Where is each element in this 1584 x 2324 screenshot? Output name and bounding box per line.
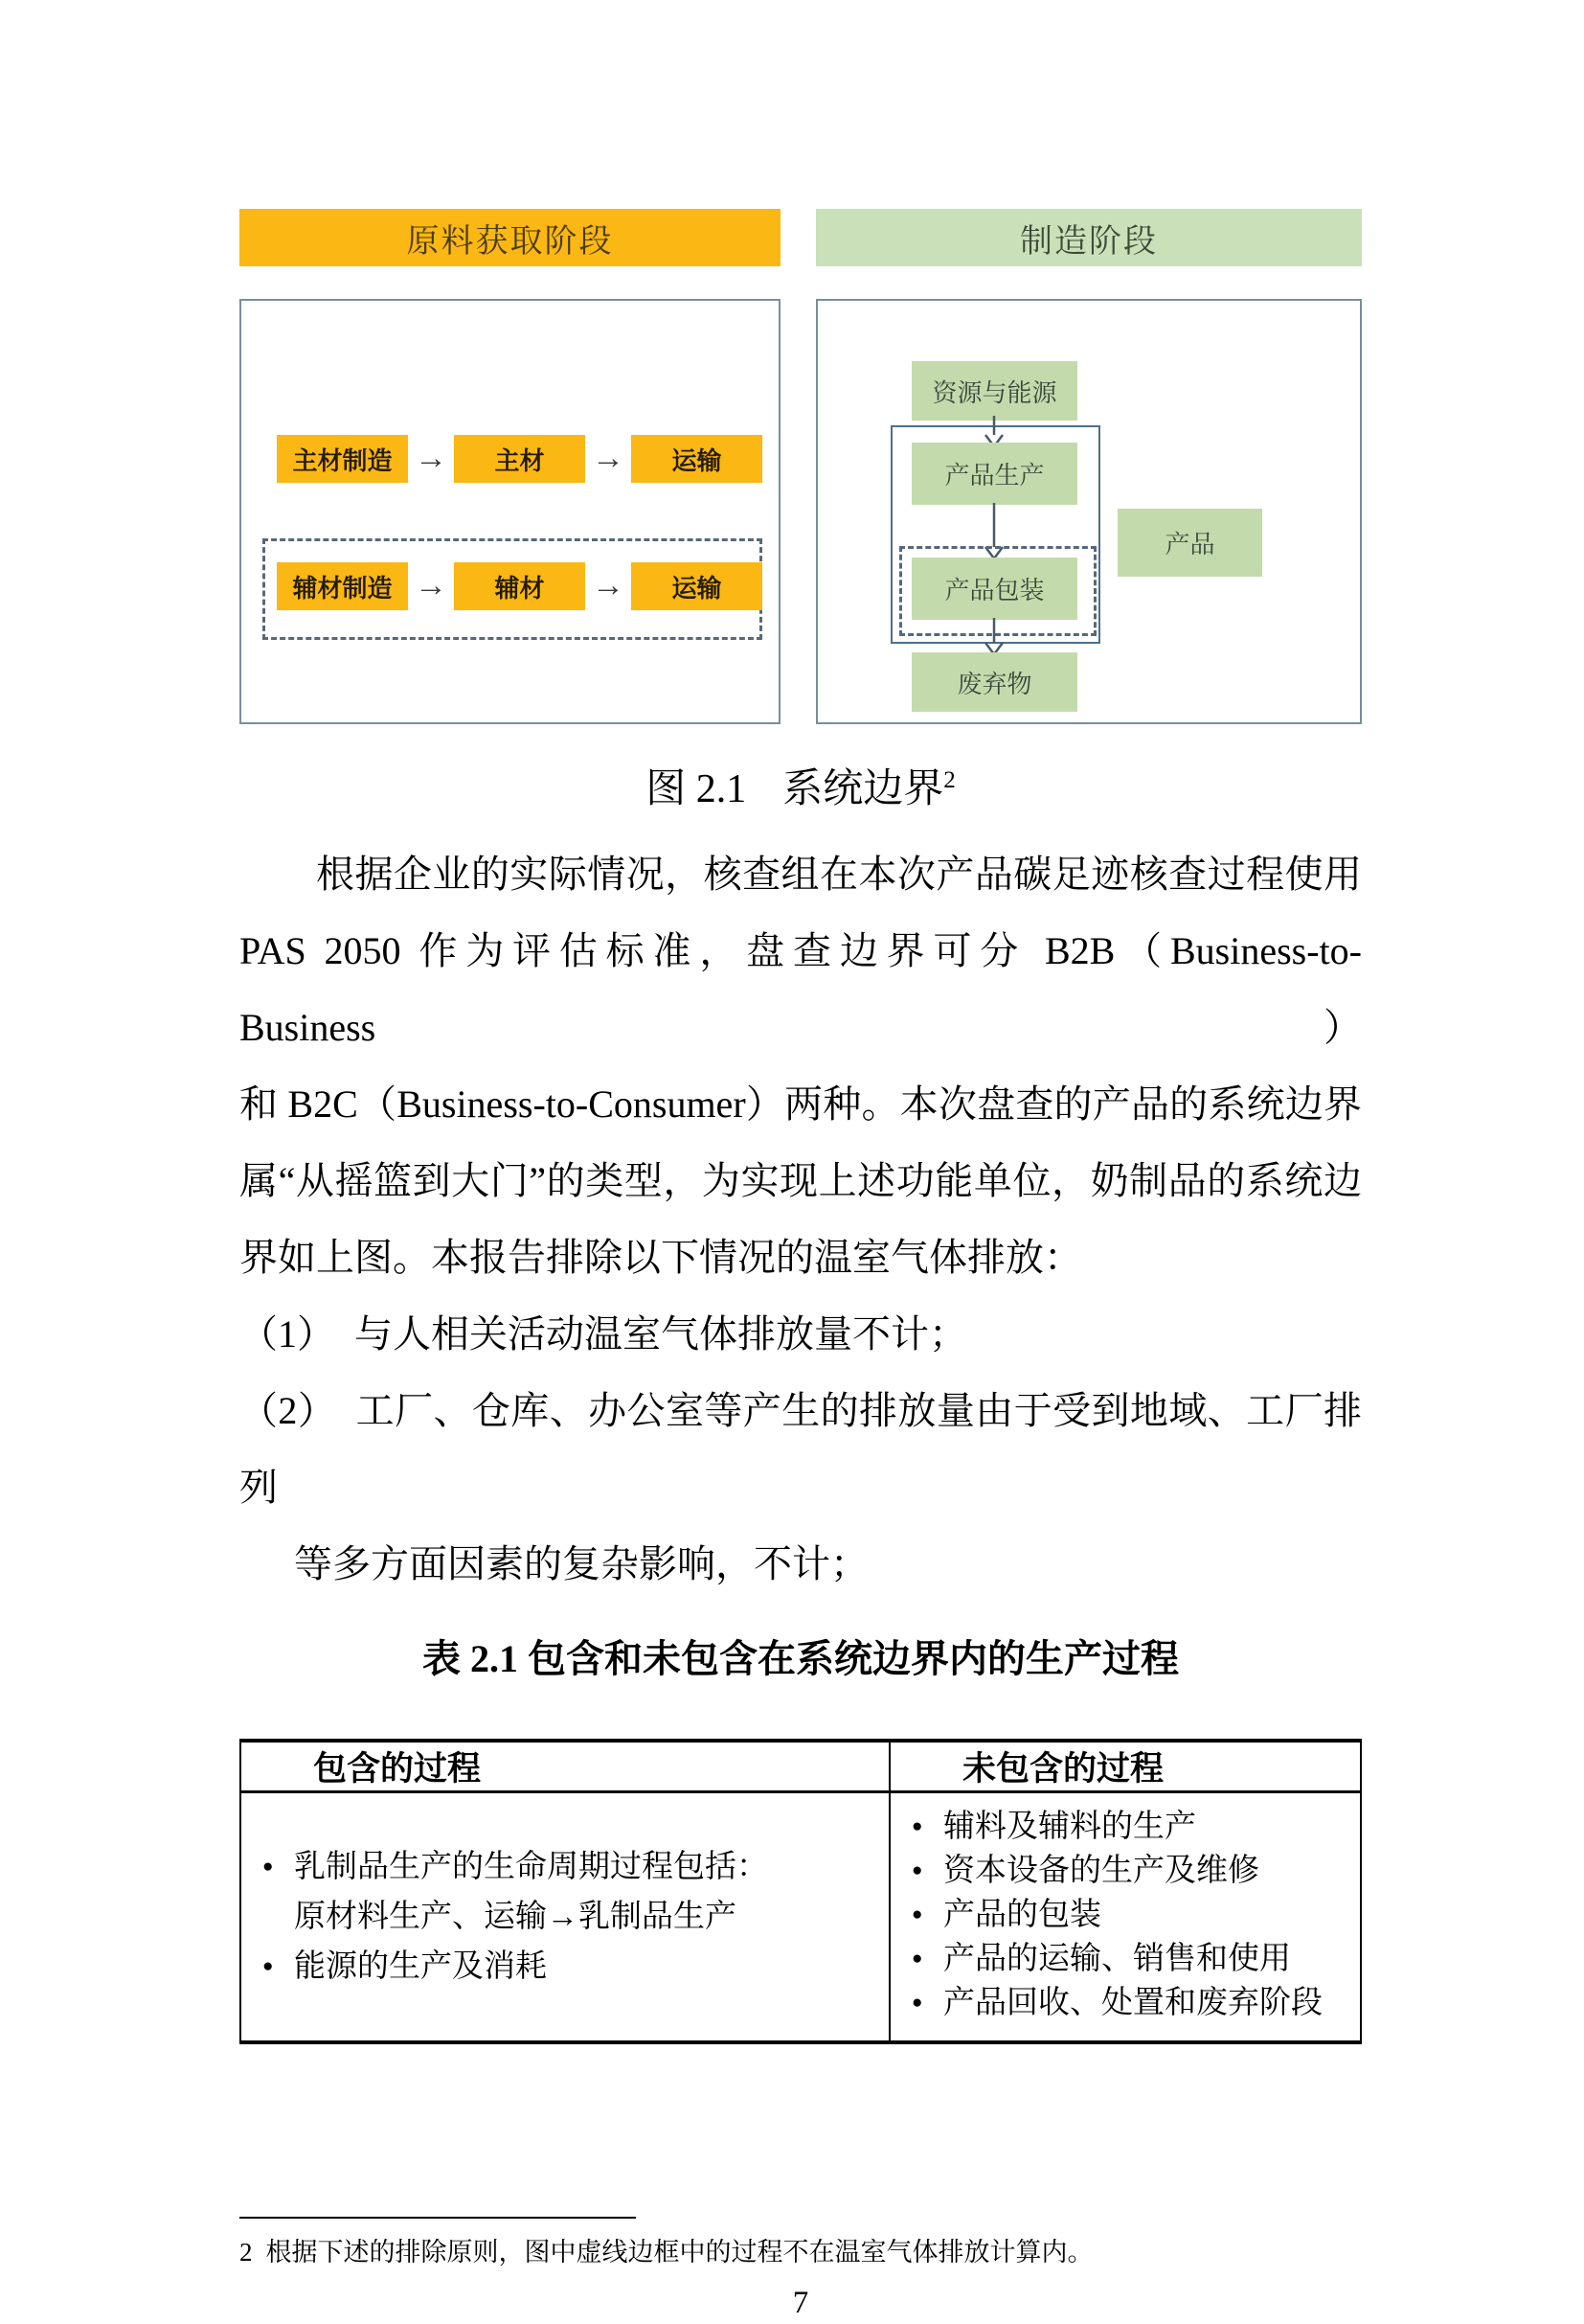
node-main-material-mfg	[277, 435, 408, 483]
mfg-stage-panel	[816, 299, 1362, 724]
included-processes-cell	[240, 1792, 890, 2043]
list-item	[891, 1893, 1360, 1937]
mfg-stage-column	[816, 209, 1362, 724]
bullet-icon: ●	[912, 1993, 923, 2013]
paragraph-line: 界如上图。本报告排除以下情况的温室气体排放：	[239, 1236, 1082, 1279]
exclusion-item-1: （1） 与人相关活动温室气体排放量不计；	[239, 1312, 967, 1356]
bullet-icon: ●	[912, 1816, 923, 1836]
arrow-right-glyph: →	[592, 568, 624, 604]
node-label: 产品	[1165, 531, 1215, 558]
raw-stage-header-label: 原料获取阶段	[406, 223, 614, 260]
mfg-stage-header	[816, 209, 1362, 266]
included-item-1	[294, 1842, 768, 1942]
list-item	[891, 1805, 1360, 1849]
node-label: 资源与能源	[932, 378, 1057, 407]
node-label: 废弃物	[957, 670, 1032, 698]
node-label: 运输	[671, 446, 722, 475]
raw-stage-column	[239, 209, 781, 724]
paragraph-line: 根据企业的实际情况，核查组在本次产品碳足迹核查过程使用	[316, 853, 1362, 896]
bullet-icon: ●	[912, 1948, 923, 1969]
node-waste	[912, 652, 1077, 712]
table-title: 表 2.1 包含和未包含在系统边界内的生产过程	[422, 1637, 1179, 1680]
figure-caption	[239, 751, 1362, 819]
paragraph-line: 属“从摇篮到大门”的类型，为实现上述功能单位，奶制品的系统边	[239, 1159, 1362, 1202]
bullet-icon: ●	[262, 1956, 274, 1976]
excluded-processes-cell	[890, 1792, 1361, 2043]
node-aux-transport	[631, 562, 762, 610]
arrow-right-icon	[408, 562, 454, 610]
node-product	[1118, 509, 1262, 577]
bullet-icon: ●	[912, 1860, 923, 1880]
node-label: 产品包装	[944, 577, 1045, 604]
node-label: 产品生产	[944, 462, 1045, 490]
arrow-right-icon	[585, 435, 631, 483]
node-resources-energy	[912, 361, 1077, 421]
included-item-1-line-1: 乳制品生产的生命周期过程包括：	[294, 1850, 768, 1884]
body-paragraph	[239, 836, 1362, 1296]
header-included-processes: 包含的过程	[240, 1741, 890, 1792]
header-excluded-processes: 未包含的过程	[890, 1741, 1361, 1792]
node-label: 主材	[494, 446, 545, 475]
bullet-icon: ●	[262, 1857, 274, 1877]
excluded-item: 产品回收、处置和废弃阶段	[943, 1986, 1323, 2020]
figure-caption-footnote-ref: 2	[943, 767, 956, 793]
node-product-packaging	[912, 558, 1077, 620]
included-item-2: 能源的生产及消耗	[294, 1949, 547, 1984]
table-body-row	[240, 1792, 1361, 2043]
list-item	[891, 1849, 1360, 1893]
exclusion-item-2-line-2: 等多方面因素的复杂影响，不计；	[294, 1542, 869, 1585]
included-item-1-line-2: 原材料生产、运输→乳制品生产	[294, 1900, 736, 1934]
node-label: 辅材制造	[292, 574, 393, 603]
figure-caption-label: 图 2.1	[645, 767, 747, 811]
list-item	[891, 1981, 1360, 2025]
footnote-text: 根据下述的排除原则，图中虚线边框中的过程不在温室气体排放计算内。	[265, 2238, 1094, 2267]
raw-stage-header	[239, 209, 781, 266]
node-label: 辅材	[494, 574, 545, 603]
node-product-production	[912, 443, 1077, 505]
mfg-stage-header-label: 制造阶段	[1020, 223, 1158, 260]
paragraph-line: PAS 2050 作为评估标准，盘查边界可分 B2B（Business-to-Business）	[239, 929, 1362, 1049]
page-content	[239, 0, 1362, 2324]
excluded-item: 产品的运输、销售和使用	[943, 1942, 1291, 1976]
footnote	[239, 2232, 1362, 2272]
arrow-right-glyph: →	[415, 568, 447, 604]
node-aux-material	[454, 562, 585, 610]
node-label: 运输	[671, 574, 722, 603]
process-table	[239, 1739, 1362, 2044]
node-main-transport	[631, 435, 762, 483]
excluded-item: 产品的包装	[943, 1898, 1101, 1932]
page-number: 7	[792, 2286, 809, 2320]
exclusion-list	[239, 1296, 1362, 1603]
table-header-row	[240, 1741, 1361, 1792]
exclusion-item-2-line-1: （2） 工厂、仓库、办公室等产生的排放量由于受到地域、工厂排列	[239, 1389, 1362, 1509]
arrow-right-icon	[408, 435, 454, 483]
list-item	[241, 1942, 889, 1992]
list-item	[241, 1842, 889, 1942]
node-aux-material-mfg	[277, 562, 408, 610]
node-main-material	[454, 435, 585, 483]
arrow-right-glyph: →	[415, 441, 447, 476]
node-label: 主材制造	[292, 446, 393, 475]
arrow-right-icon	[585, 562, 631, 610]
excluded-item: 资本设备的生产及维修	[943, 1854, 1259, 1888]
list-item	[891, 1937, 1360, 1981]
footnote-divider	[239, 2217, 636, 2219]
excluded-item: 辅料及辅料的生产	[943, 1810, 1196, 1844]
paragraph-line: 和 B2C（Business-to-Consumer）两种。本次盘查的产品的系统边界	[239, 1082, 1362, 1126]
bullet-icon: ●	[912, 1904, 923, 1925]
footnote-marker: 2	[239, 2238, 253, 2267]
system-boundary-figure	[239, 209, 1362, 724]
raw-stage-panel	[239, 299, 781, 724]
figure-caption-title: 系统边界	[782, 767, 944, 811]
arrow-right-glyph: →	[592, 441, 624, 476]
